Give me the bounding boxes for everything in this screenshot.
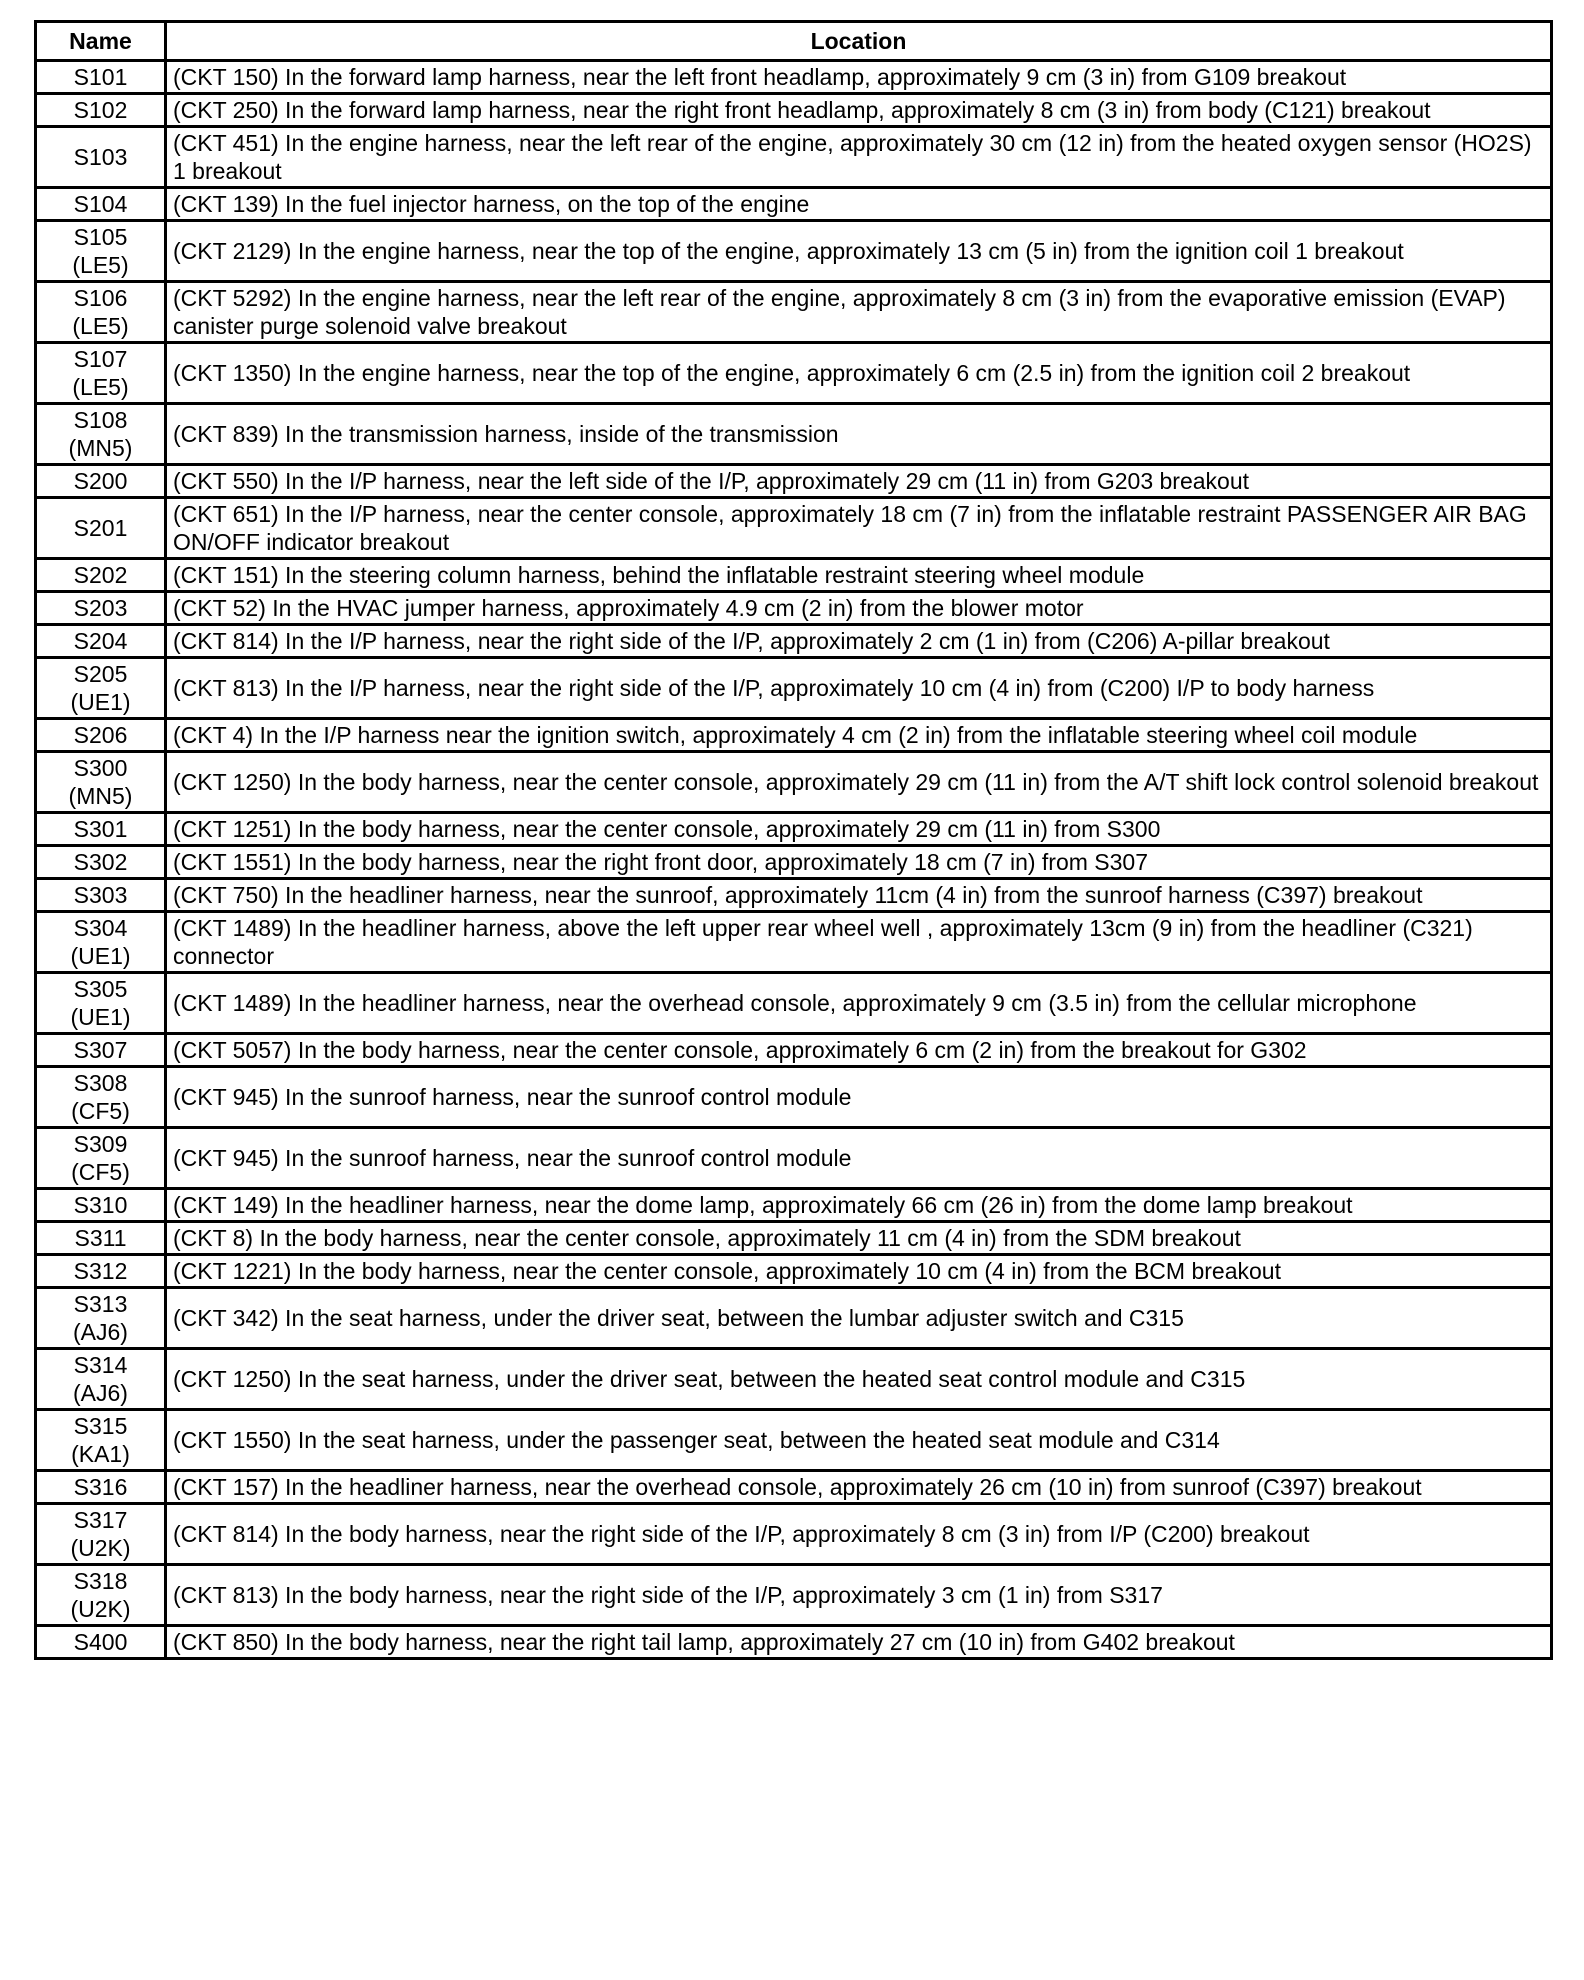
location-cell: (CKT 1489) In the headliner harness, above the left upper rear wheel well , approximately 13cm (9 in) from the headliner (C321) connector bbox=[166, 912, 1552, 973]
splice-name: S307 bbox=[73, 1037, 128, 1063]
splice-name: S105 bbox=[73, 224, 128, 250]
splice-name: S303 bbox=[73, 882, 128, 908]
table-row bbox=[36, 1034, 1552, 1067]
location-cell: (CKT 813) In the body harness, near the right side of the I/P, approximately 3 cm (1 in) from S317 bbox=[166, 1565, 1552, 1626]
splice-name-cell bbox=[36, 1128, 166, 1189]
table-row bbox=[36, 188, 1552, 221]
location-cell: (CKT 250) In the forward lamp harness, near the right front headlamp, approximately 8 cm (3 in) from body (C121) breakout bbox=[166, 94, 1552, 127]
option-code: (LE5) bbox=[72, 313, 129, 339]
table-row bbox=[36, 1349, 1552, 1410]
splice-name: S308 bbox=[73, 1070, 128, 1096]
table-row bbox=[36, 752, 1552, 813]
location-cell: (CKT 839) In the transmission harness, inside of the transmission bbox=[166, 404, 1552, 465]
splice-name: S304 bbox=[73, 915, 128, 941]
splice-name: S206 bbox=[73, 722, 128, 748]
splice-name-cell bbox=[36, 592, 166, 625]
option-code: (UE1) bbox=[70, 1004, 131, 1030]
table-row bbox=[36, 846, 1552, 879]
splice-name-cell bbox=[36, 1222, 166, 1255]
table-row bbox=[36, 658, 1552, 719]
splice-name: S315 bbox=[73, 1413, 128, 1439]
location-cell: (CKT 1489) In the headliner harness, near the overhead console, approximately 9 cm (3.5 in) from the cellular microphone bbox=[166, 973, 1552, 1034]
splice-name-cell bbox=[36, 1288, 166, 1349]
splice-name-cell bbox=[36, 221, 166, 282]
location-cell: (CKT 813) In the I/P harness, near the right side of the I/P, approximately 10 cm (4 in) from (C200) I/P to body harness bbox=[166, 658, 1552, 719]
splice-name: S204 bbox=[73, 628, 128, 654]
table-row bbox=[36, 1288, 1552, 1349]
splice-name: S101 bbox=[73, 64, 128, 90]
splice-name-cell bbox=[36, 498, 166, 559]
table-row bbox=[36, 343, 1552, 404]
option-code: (UE1) bbox=[70, 943, 131, 969]
table-row bbox=[36, 1504, 1552, 1565]
splice-name: S201 bbox=[73, 515, 128, 541]
option-code: (LE5) bbox=[72, 374, 129, 400]
splice-name: S312 bbox=[73, 1258, 128, 1284]
splice-name-cell bbox=[36, 625, 166, 658]
table-row bbox=[36, 973, 1552, 1034]
splice-name: S302 bbox=[73, 849, 128, 875]
splice-name: S300 bbox=[73, 755, 128, 781]
location-cell: (CKT 945) In the sunroof harness, near the sunroof control module bbox=[166, 1067, 1552, 1128]
splice-name-cell bbox=[36, 912, 166, 973]
splice-name: S311 bbox=[74, 1225, 127, 1251]
splice-name: S106 bbox=[73, 285, 128, 311]
location-cell: (CKT 150) In the forward lamp harness, near the left front headlamp, approximately 9 cm (3 in) from G109 breakout bbox=[166, 61, 1552, 94]
splice-name: S317 bbox=[73, 1507, 128, 1533]
table-row bbox=[36, 879, 1552, 912]
splice-name-cell bbox=[36, 846, 166, 879]
option-code: (AJ6) bbox=[73, 1319, 128, 1345]
splice-name-cell bbox=[36, 282, 166, 343]
location-cell: (CKT 814) In the body harness, near the right side of the I/P, approximately 8 cm (3 in) from I/P (C200) breakout bbox=[166, 1504, 1552, 1565]
option-code: (UE1) bbox=[70, 689, 131, 715]
location-cell: (CKT 750) In the headliner harness, near the sunroof, approximately 11cm (4 in) from the sunroof harness (C397) breakout bbox=[166, 879, 1552, 912]
table-row bbox=[36, 1626, 1552, 1659]
option-code: (CF5) bbox=[71, 1098, 130, 1124]
splice-name: S200 bbox=[73, 468, 128, 494]
splice-name: S400 bbox=[73, 1629, 128, 1655]
splice-name-cell bbox=[36, 813, 166, 846]
location-cell: (CKT 4) In the I/P harness near the ignition switch, approximately 4 cm (2 in) from the inflatable steering wheel coil module bbox=[166, 719, 1552, 752]
column-header-name: Name bbox=[36, 22, 166, 61]
splice-name-cell bbox=[36, 559, 166, 592]
splice-name-cell bbox=[36, 61, 166, 94]
splice-name: S314 bbox=[73, 1352, 128, 1378]
splice-name: S102 bbox=[73, 97, 128, 123]
table-row bbox=[36, 559, 1552, 592]
table-row bbox=[36, 1067, 1552, 1128]
splice-name: S203 bbox=[73, 595, 128, 621]
table-row bbox=[36, 94, 1552, 127]
location-cell: (CKT 342) In the seat harness, under the driver seat, between the lumbar adjuster switch and C315 bbox=[166, 1288, 1552, 1349]
table-row bbox=[36, 404, 1552, 465]
splice-name-cell bbox=[36, 1565, 166, 1626]
splice-name-cell bbox=[36, 658, 166, 719]
option-code: (CF5) bbox=[71, 1159, 130, 1185]
splice-name-cell bbox=[36, 404, 166, 465]
splice-name-cell bbox=[36, 1471, 166, 1504]
location-cell: (CKT 157) In the headliner harness, near the overhead console, approximately 26 cm (10 in) from sunroof (C397) breakout bbox=[166, 1471, 1552, 1504]
splice-name-cell bbox=[36, 1255, 166, 1288]
table-row bbox=[36, 592, 1552, 625]
splice-name-cell bbox=[36, 1504, 166, 1565]
table-row bbox=[36, 1128, 1552, 1189]
location-cell: (CKT 850) In the body harness, near the right tail lamp, approximately 27 cm (10 in) from G402 breakout bbox=[166, 1626, 1552, 1659]
splice-location-table bbox=[34, 20, 1553, 1660]
option-code: (U2K) bbox=[70, 1596, 131, 1622]
splice-name: S313 bbox=[73, 1291, 128, 1317]
splice-name-cell bbox=[36, 1626, 166, 1659]
location-cell: (CKT 52) In the HVAC jumper harness, approximately 4.9 cm (2 in) from the blower motor bbox=[166, 592, 1552, 625]
column-header-location: Location bbox=[166, 22, 1552, 61]
option-code: (MN5) bbox=[68, 783, 133, 809]
splice-name-cell bbox=[36, 1067, 166, 1128]
splice-name: S301 bbox=[73, 816, 128, 842]
table-row bbox=[36, 1565, 1552, 1626]
location-cell: (CKT 5292) In the engine harness, near the left rear of the engine, approximately 8 cm (3 in) from the evaporative emission (EVAP) canister purge solenoid valve breakout bbox=[166, 282, 1552, 343]
splice-name: S104 bbox=[73, 191, 128, 217]
splice-name: S316 bbox=[73, 1474, 128, 1500]
table-body bbox=[36, 61, 1552, 1659]
location-cell: (CKT 5057) In the body harness, near the center console, approximately 6 cm (2 in) from the breakout for G302 bbox=[166, 1034, 1552, 1067]
splice-name: S202 bbox=[73, 562, 128, 588]
splice-name-cell bbox=[36, 752, 166, 813]
splice-name-cell bbox=[36, 188, 166, 221]
location-cell: (CKT 550) In the I/P harness, near the left side of the I/P, approximately 29 cm (11 in) from G203 breakout bbox=[166, 465, 1552, 498]
splice-name: S205 bbox=[73, 661, 128, 687]
splice-name-cell bbox=[36, 1034, 166, 1067]
option-code: (MN5) bbox=[68, 435, 133, 461]
splice-name-cell bbox=[36, 94, 166, 127]
table-header bbox=[36, 22, 1552, 61]
location-cell: (CKT 1350) In the engine harness, near the top of the engine, approximately 6 cm (2.5 in) from the ignition coil 2 breakout bbox=[166, 343, 1552, 404]
splice-name: S309 bbox=[73, 1131, 128, 1157]
location-cell: (CKT 2129) In the engine harness, near the top of the engine, approximately 13 cm (5 in) from the ignition coil 1 breakout bbox=[166, 221, 1552, 282]
table-row bbox=[36, 912, 1552, 973]
option-code: (AJ6) bbox=[73, 1380, 128, 1406]
splice-name: S310 bbox=[73, 1192, 128, 1218]
location-cell: (CKT 451) In the engine harness, near the left rear of the engine, approximately 30 cm (12 in) from the heated oxygen sensor (HO2S) 1 breakout bbox=[166, 127, 1552, 188]
location-cell: (CKT 1250) In the seat harness, under the driver seat, between the heated seat control module and C315 bbox=[166, 1349, 1552, 1410]
table-row bbox=[36, 465, 1552, 498]
location-cell: (CKT 1550) In the seat harness, under the passenger seat, between the heated seat module and C314 bbox=[166, 1410, 1552, 1471]
option-code: (KA1) bbox=[71, 1441, 130, 1467]
splice-name-cell bbox=[36, 1349, 166, 1410]
location-cell: (CKT 1221) In the body harness, near the center console, approximately 10 cm (4 in) from the BCM breakout bbox=[166, 1255, 1552, 1288]
location-cell: (CKT 1251) In the body harness, near the center console, approximately 29 cm (11 in) from S300 bbox=[166, 813, 1552, 846]
splice-name-cell bbox=[36, 465, 166, 498]
table-row bbox=[36, 719, 1552, 752]
table-row bbox=[36, 61, 1552, 94]
location-cell: (CKT 945) In the sunroof harness, near the sunroof control module bbox=[166, 1128, 1552, 1189]
splice-name-cell bbox=[36, 719, 166, 752]
location-cell: (CKT 1551) In the body harness, near the right front door, approximately 18 cm (7 in) from S307 bbox=[166, 846, 1552, 879]
splice-name: S108 bbox=[73, 407, 128, 433]
splice-name-cell bbox=[36, 879, 166, 912]
table-row bbox=[36, 127, 1552, 188]
splice-name-cell bbox=[36, 127, 166, 188]
option-code: (U2K) bbox=[70, 1535, 131, 1561]
table-row bbox=[36, 1222, 1552, 1255]
table-row bbox=[36, 813, 1552, 846]
location-cell: (CKT 651) In the I/P harness, near the center console, approximately 18 cm (7 in) from the inflatable restraint PASSENGER AIR BAG ON/OFF indicator breakout bbox=[166, 498, 1552, 559]
splice-name-cell bbox=[36, 343, 166, 404]
table-row bbox=[36, 498, 1552, 559]
table-row bbox=[36, 1255, 1552, 1288]
table-row bbox=[36, 1189, 1552, 1222]
splice-name: S318 bbox=[73, 1568, 128, 1594]
table-row bbox=[36, 221, 1552, 282]
location-cell: (CKT 149) In the headliner harness, near the dome lamp, approximately 66 cm (26 in) from the dome lamp breakout bbox=[166, 1189, 1552, 1222]
option-code: (LE5) bbox=[72, 252, 129, 278]
location-cell: (CKT 1250) In the body harness, near the center console, approximately 29 cm (11 in) from the A/T shift lock control solenoid breakout bbox=[166, 752, 1552, 813]
table-row bbox=[36, 282, 1552, 343]
splice-name-cell bbox=[36, 973, 166, 1034]
splice-name: S305 bbox=[73, 976, 128, 1002]
table-row bbox=[36, 1471, 1552, 1504]
location-cell: (CKT 8) In the body harness, near the center console, approximately 11 cm (4 in) from the SDM breakout bbox=[166, 1222, 1552, 1255]
splice-name: S103 bbox=[73, 144, 128, 170]
splice-name-cell bbox=[36, 1410, 166, 1471]
location-cell: (CKT 151) In the steering column harness, behind the inflatable restraint steering wheel module bbox=[166, 559, 1552, 592]
table-row bbox=[36, 1410, 1552, 1471]
header-row bbox=[36, 22, 1552, 61]
table-row bbox=[36, 625, 1552, 658]
splice-name: S107 bbox=[73, 346, 128, 372]
location-cell: (CKT 139) In the fuel injector harness, on the top of the engine bbox=[166, 188, 1552, 221]
location-cell: (CKT 814) In the I/P harness, near the right side of the I/P, approximately 2 cm (1 in) from (C206) A-pillar breakout bbox=[166, 625, 1552, 658]
splice-name-cell bbox=[36, 1189, 166, 1222]
